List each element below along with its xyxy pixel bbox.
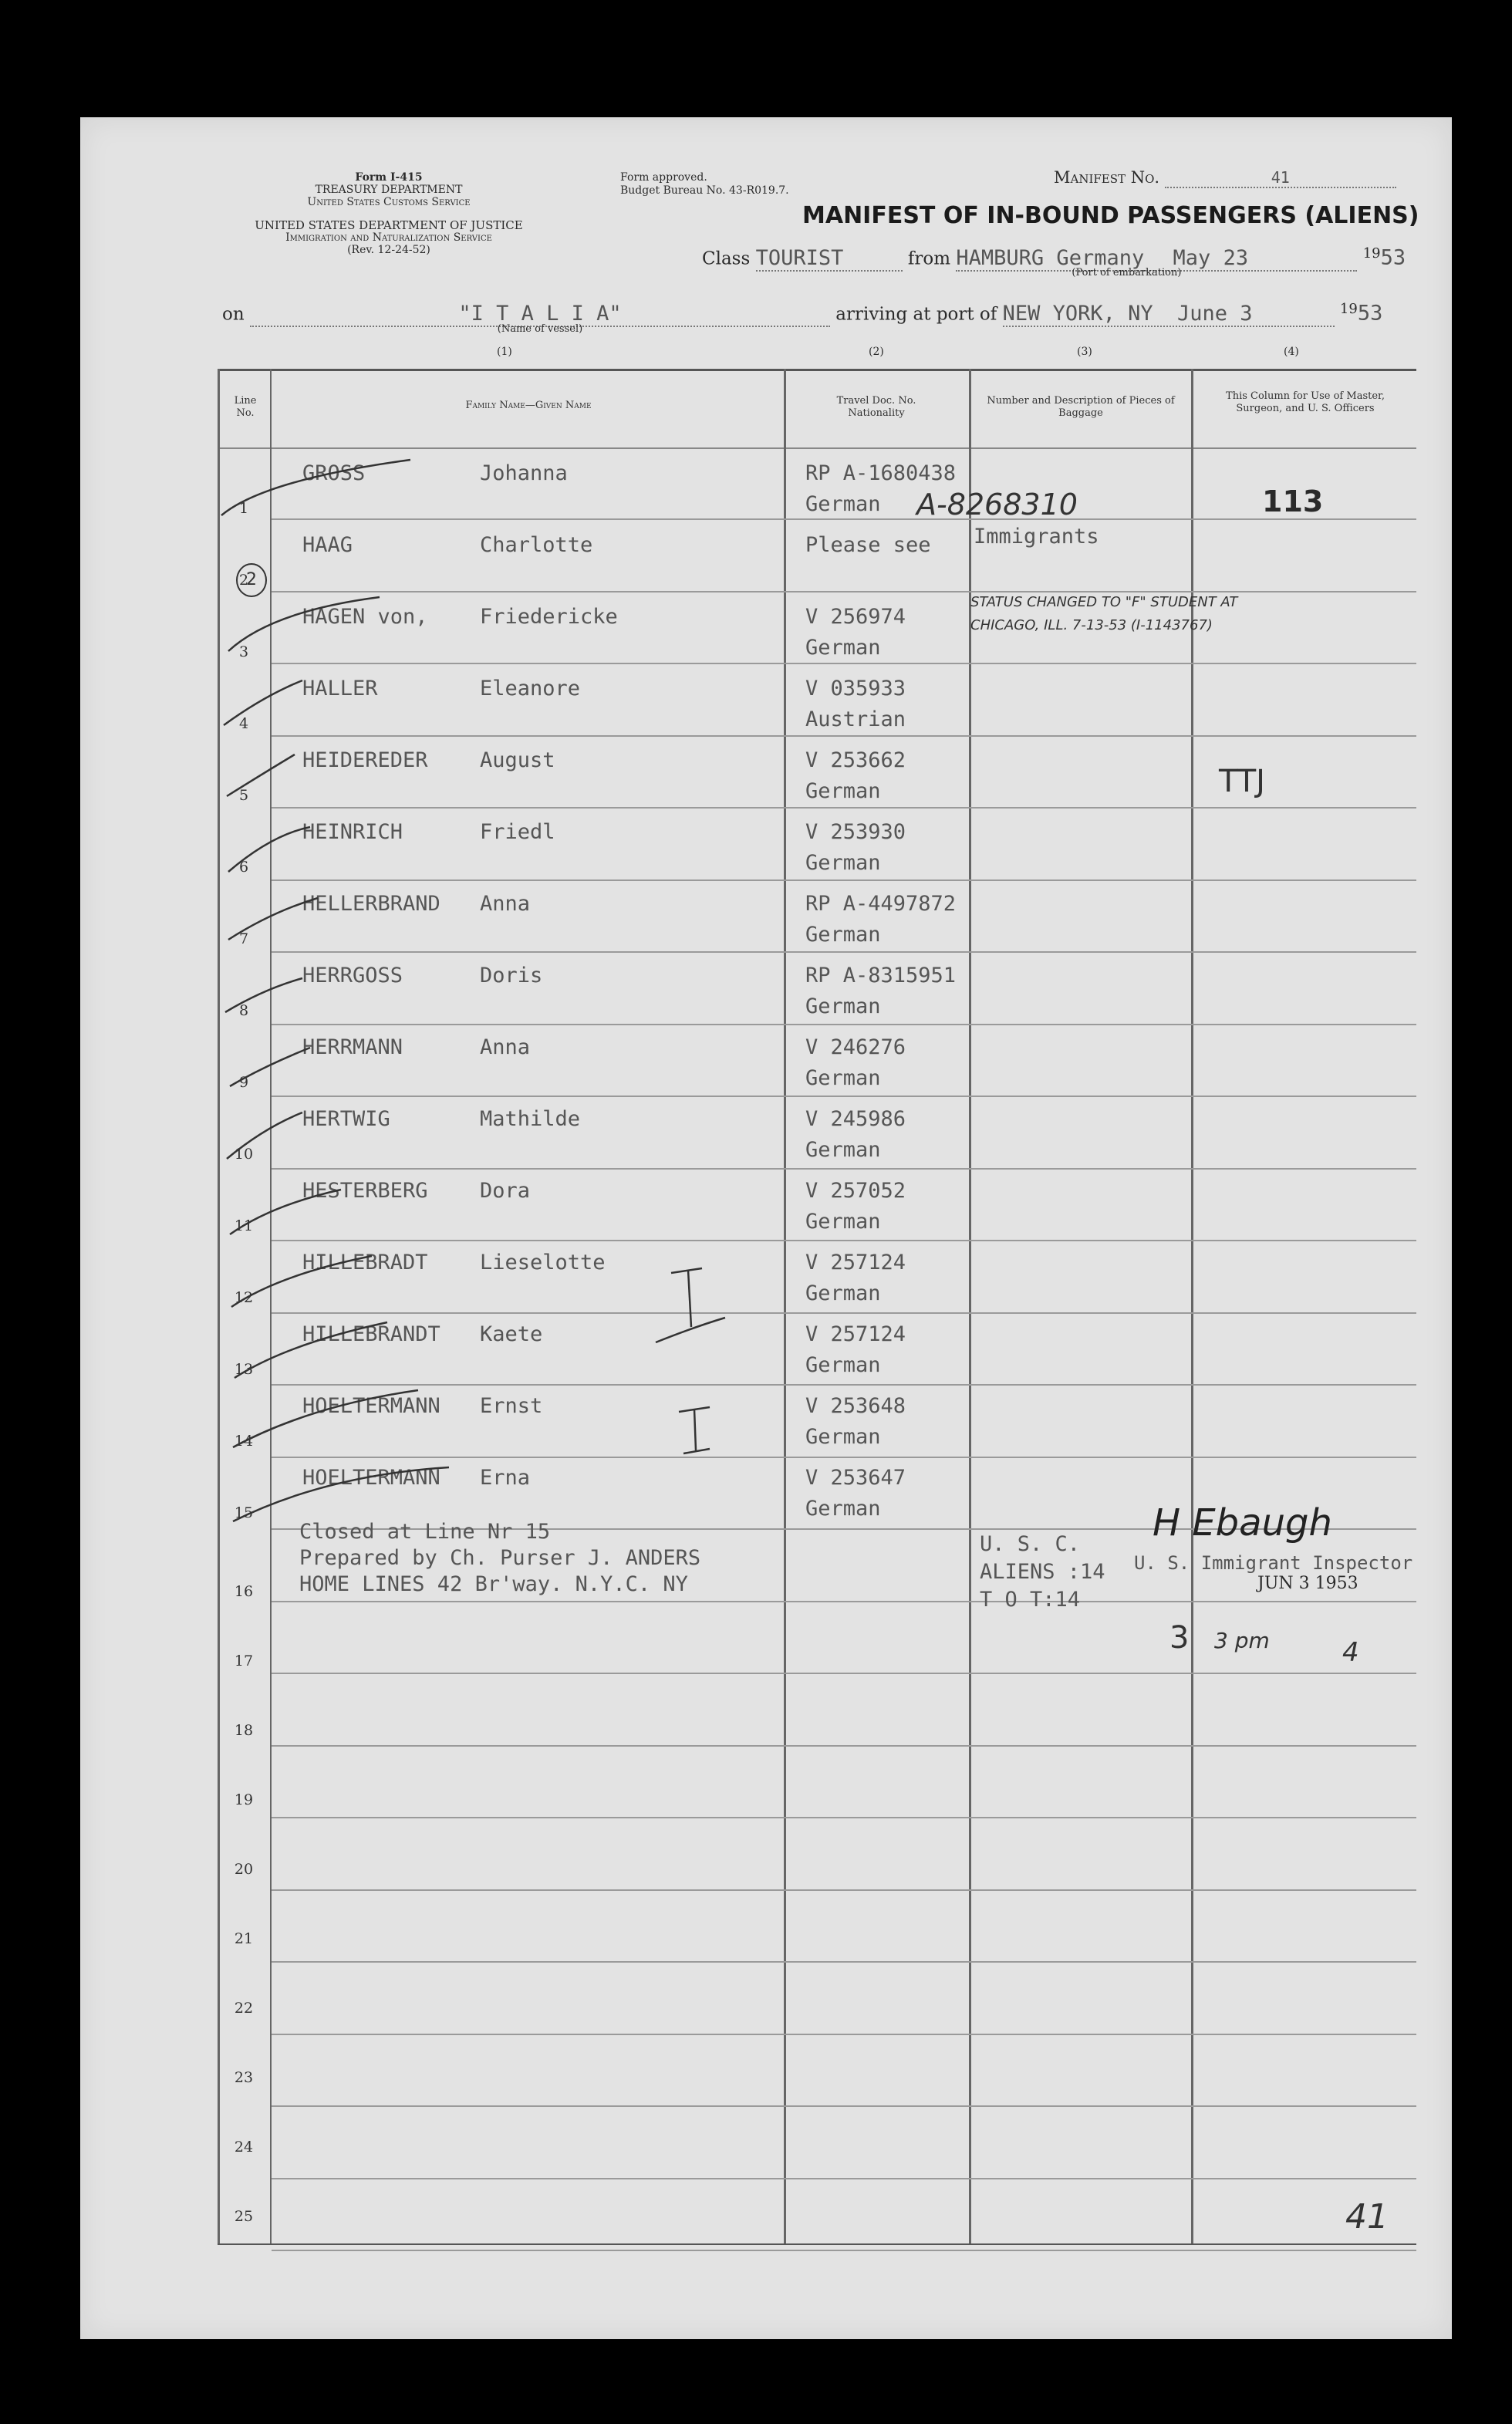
row-divider [272,2105,1416,2107]
passenger-travel-doc: V 035933 [805,677,906,701]
passenger-family-name: HAGEN von, [302,605,428,629]
port-embark-label: (Port of embarkation) [1072,266,1182,279]
passenger-given-name: Anna [480,892,531,916]
passenger-travel-doc: RP A-1680438 [805,461,957,485]
passenger-given-name: Friedl [480,820,555,844]
customs-label: United States Customs Service [307,196,471,208]
column-number-3: (3) [1077,346,1092,358]
class-label: Class [702,248,751,269]
passenger-travel-doc: V 257124 [805,1251,906,1274]
ink-mark-4: 4 [1342,1637,1359,1668]
passenger-nationality: German [805,923,881,947]
line-number: 19 [234,1791,254,1808]
line-number: 11 [234,1217,254,1234]
passenger-nationality: German [805,1066,881,1090]
passenger-travel-doc: V 257052 [805,1179,906,1203]
line-number: 8 [238,1002,249,1019]
line-number: 5 [238,787,249,804]
line-number: 10 [234,1146,254,1163]
class-value: TOURIST [755,245,844,270]
header-officers: This Column for Use of Master, Surgeon, and U. S. Officers [1226,390,1385,414]
passenger-given-name: Charlotte [480,533,593,557]
row-divider [272,1889,1416,1891]
arriving-label: arriving at port of [835,304,997,325]
from-year-value: 53 [1380,245,1406,270]
line-number: 12 [234,1289,254,1306]
justice-label: UNITED STATES DEPARTMENT OF JUSTICE [255,218,523,232]
passenger-travel-doc: V 256974 [805,605,906,629]
arrival-port: NEW YORK, NY [1002,301,1153,326]
bottom-mark: 41 [1345,2197,1389,2237]
passenger-travel-doc: RP A-4497872 [805,892,957,916]
passenger-family-name: HALLER [302,677,378,701]
line-number: 4 [238,715,249,732]
passenger-given-name: Dora [480,1179,531,1203]
passenger-given-name: Johanna [480,461,568,485]
passenger-family-name: HEIDEREDER [302,748,428,772]
passenger-family-name: HOELTERMANN [302,1466,440,1490]
line-number: 7 [238,930,249,947]
header-baggage: Number and Description of Pieces of Baggage [987,395,1175,419]
row-divider [272,2034,1416,2035]
manifest-no-value: 41 [1271,168,1290,187]
header-agency-block [219,171,559,256]
handwritten-i-marks [648,1265,756,1466]
on-label: on [222,304,245,325]
class-line [702,245,1412,279]
row5-mark: TTJ [1219,764,1265,799]
year-prefix: 19 [1339,301,1358,317]
line-number: 17 [234,1653,254,1669]
stamp-time: 3 pm [1214,1628,1270,1653]
passenger-travel-doc: V 246276 [805,1035,906,1059]
ink-mark-3: 3 [1169,1620,1190,1656]
line-number: 21 [234,1930,254,1947]
passenger-family-name: HERRGOSS [302,964,403,987]
column-number-1: (1) [497,346,512,358]
passenger-given-name: Kaete [480,1322,543,1346]
passenger-travel-doc: V 253662 [805,748,906,772]
stamp-signature: H Ebaugh [1153,1501,1332,1545]
passenger-given-name: Anna [480,1035,531,1059]
form-approval [620,171,789,197]
passenger-family-name: HESTERBERG [302,1179,428,1203]
vessel-line [222,301,1418,335]
row-divider [272,2178,1416,2179]
passenger-nationality: German [805,1281,881,1305]
passenger-given-name: Mathilde [480,1107,581,1131]
header-line-no: Line No. [234,395,257,419]
passenger-family-name: HEINRICH [302,820,403,844]
row1-handwritten-doc: A-8268310 [916,488,1078,522]
passenger-travel-doc: V 253930 [805,820,906,844]
passenger-travel-doc: V 253647 [805,1466,906,1490]
line-number: 13 [234,1361,254,1378]
row-divider [272,2250,1416,2251]
passenger-nationality: German [805,779,881,803]
form-number: Form I-415 [355,171,423,184]
form-approved-label: Form approved. [620,171,707,184]
arrival-year: 53 [1357,301,1383,326]
line-number: 3 [238,643,249,660]
passenger-family-name: HELLERBRAND [302,892,440,916]
line-number: 1 [238,500,249,517]
row1-count: 113 [1262,484,1324,518]
passenger-nationality: German [805,1353,881,1377]
passenger-nationality: German [805,1138,881,1162]
row-divider [272,1745,1416,1747]
manifest-no-label: Manifest No. [1054,168,1160,187]
year-prefix: 19 [1362,245,1381,262]
table-bottom-border [218,2243,1416,2245]
line-number: 23 [234,2069,254,2086]
passenger-nationality: German [805,1425,881,1449]
passenger-family-name: HAAG [302,533,353,557]
vessel-name: "I T A L I A" [458,301,622,326]
line-number: 6 [238,859,249,876]
row-divider [272,1961,1416,1963]
passenger-travel-doc: RP A-8315951 [805,964,957,987]
line-number: 20 [234,1861,254,1878]
vessel-name-label: (Name of vessel) [497,322,583,335]
passenger-nationality: German [805,994,881,1018]
manifest-title: MANIFEST OF IN-BOUND PASSENGERS (ALIENS) [802,202,1419,229]
passenger-family-name: HILLEBRANDT [302,1322,440,1346]
column-number-2: (2) [869,346,884,358]
passenger-nationality: German [805,492,881,516]
row2-baggage: Immigrants [974,525,1099,549]
line-number: 18 [234,1722,254,1739]
passenger-given-name: Ernst [480,1394,543,1418]
line-number: 14 [234,1433,254,1450]
row-divider [272,1817,1416,1818]
header-travel-doc: Travel Doc. No. Nationality [836,395,916,419]
revision-label: (Rev. 12-24-52) [347,244,430,256]
arrival-date: June 3 [1177,301,1253,326]
line-number: 15 [234,1504,254,1521]
passenger-family-name: HERTWIG [302,1107,390,1131]
passenger-nationality: German [805,1497,881,1521]
from-label: from [907,248,951,269]
row-divider [272,1673,1416,1674]
passenger-family-name: HILLEBRADT [302,1251,428,1274]
closing-line-2: Prepared by Ch. Purser J. ANDERS [299,1546,701,1570]
row-divider [272,1601,1416,1602]
closing-line-3: HOME LINES 42 Br'way. N.Y.C. NY [299,1572,688,1596]
passenger-travel-doc: V 245986 [805,1107,906,1131]
line-number: 2 [238,572,249,589]
passenger-travel-doc: V 253648 [805,1394,906,1418]
stamp-usc: U. S. C. [980,1532,1081,1556]
passenger-family-name: HOELTERMANN [302,1394,440,1418]
passenger-nationality: German [805,851,881,875]
ins-label: Immigration and Naturalization Service [285,231,492,244]
row3-status-note-1: STATUS CHANGED TO "F" STUDENT AT [970,594,1238,610]
passenger-nationality: German [805,636,881,660]
from-port-value: HAMBURG Germany [956,245,1145,270]
passenger-nationality: German [805,1210,881,1234]
stamp-aliens: ALIENS :14 [980,1560,1105,1584]
manifest-number-line [1054,168,1416,188]
passenger-given-name: August [480,748,555,772]
passenger-nationality: Austrian [805,707,906,731]
stamp-inspector: U. S. Immigrant Inspector [1134,1552,1413,1574]
column-number-4: (4) [1284,346,1299,358]
passenger-travel-doc: V 257124 [805,1322,906,1346]
closing-line-1: Closed at Line Nr 15 [299,1520,551,1544]
line-number: 9 [238,1074,249,1091]
passenger-given-name: Eleanore [480,677,581,701]
line-number: 16 [234,1583,254,1600]
stamp-to: T O T:14 [980,1588,1081,1612]
treasury-label: TREASURY DEPARTMENT [315,184,463,196]
line-number: 22 [234,2000,254,2017]
header-family-name: Family Name—Given Name [465,400,592,411]
passenger-given-name: Friedericke [480,605,618,629]
passenger-given-name: Doris [480,964,543,987]
passenger-travel-doc: Please see [805,533,931,557]
circled-two: 2 [236,563,267,597]
line-number: 25 [234,2208,254,2225]
passenger-family-name: GROSS [302,461,366,485]
line-number: 24 [234,2139,254,2156]
passenger-given-name: Lieselotte [480,1251,606,1274]
budget-label: Budget Bureau No. 43-R019.7. [620,184,789,197]
stamp-date: JUN 3 1953 [1257,1574,1358,1593]
from-date-value: May 23 [1173,245,1249,270]
passenger-given-name: Erna [480,1466,531,1490]
passenger-family-name: HERRMANN [302,1035,403,1059]
row3-status-note-2: CHICAGO, ILL. 7-13-53 (I-1143767) [970,617,1213,633]
